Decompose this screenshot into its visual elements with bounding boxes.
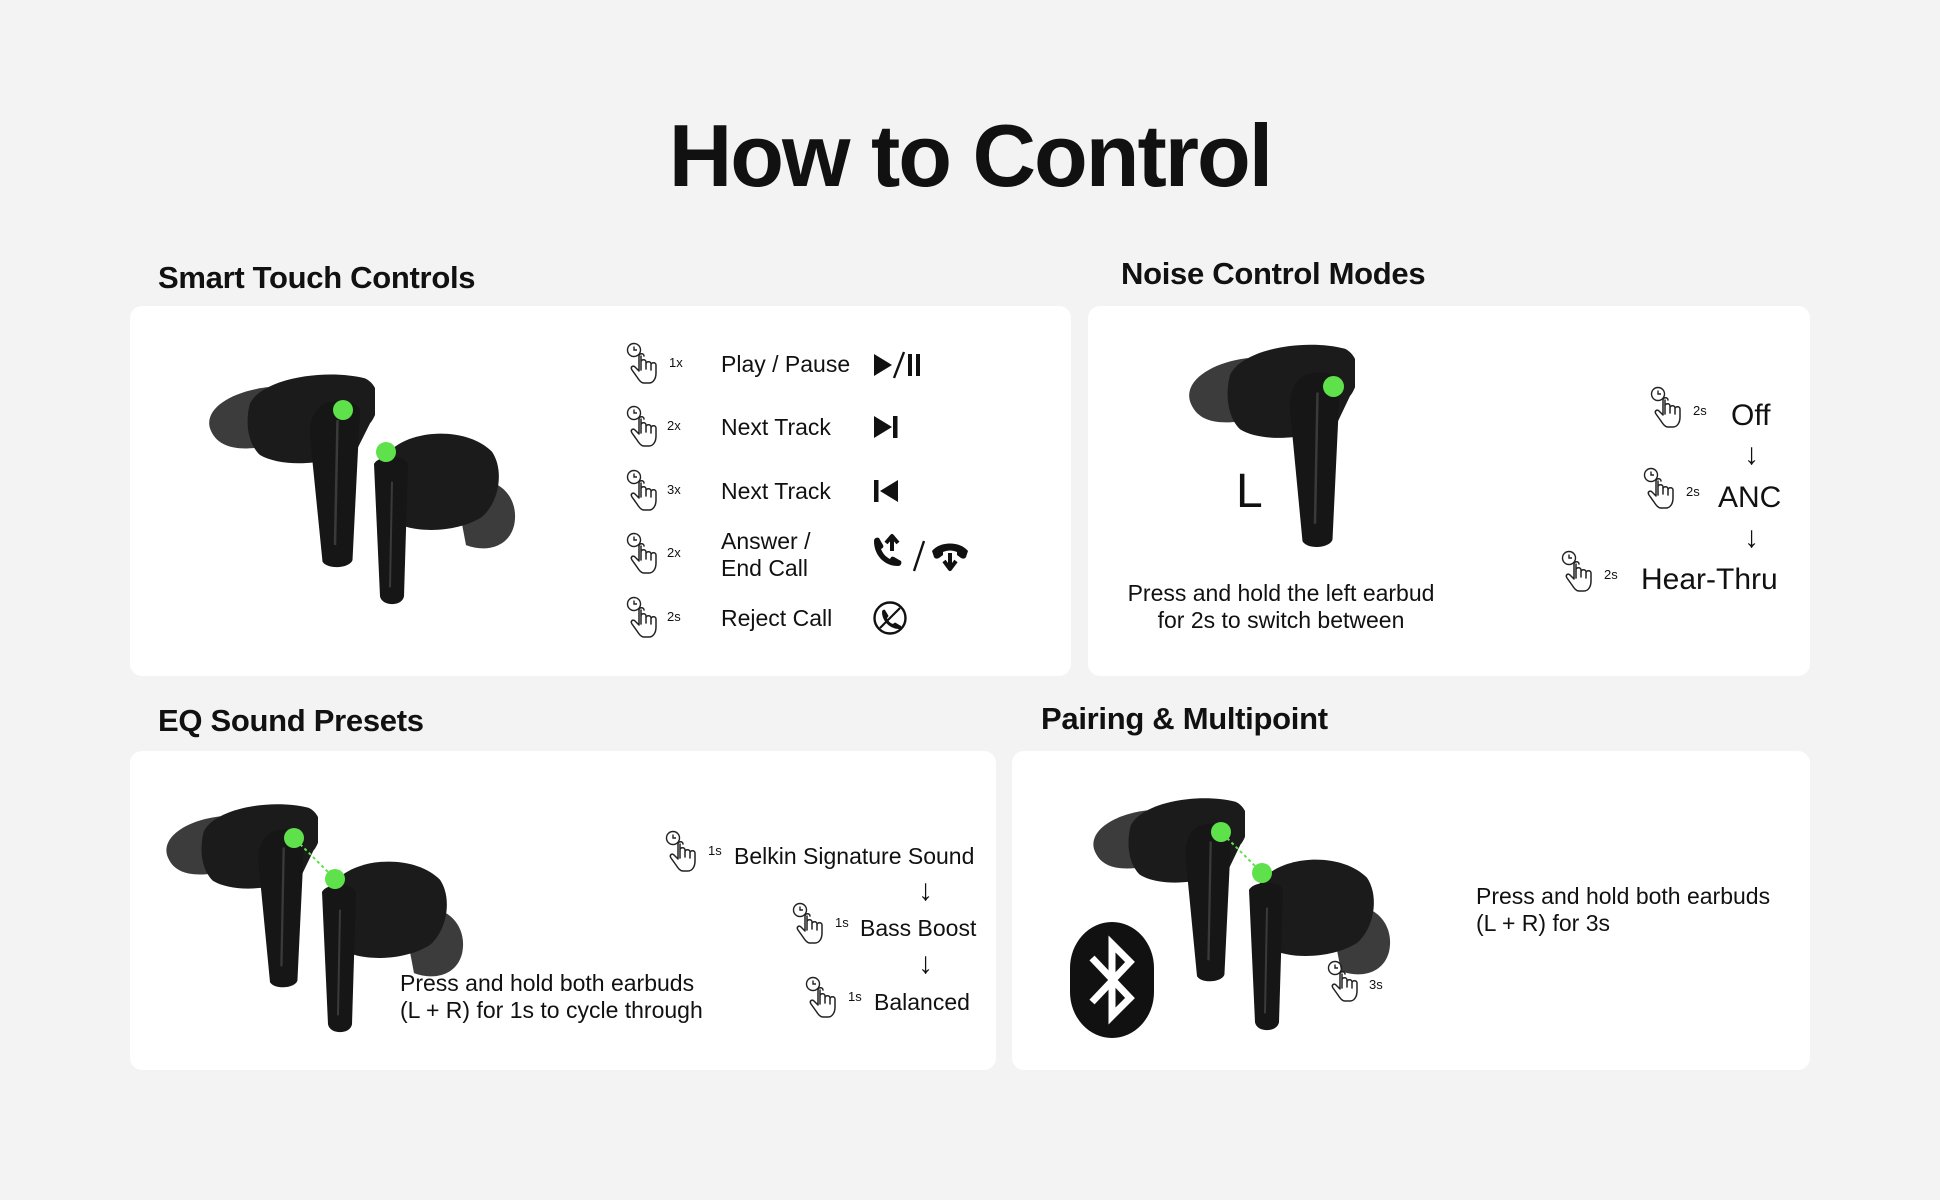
touch-point-left (1323, 376, 1344, 397)
hold-gesture-icon (1326, 960, 1386, 1004)
down-arrow-icon: ↓ (1744, 521, 1759, 554)
preset-balanced: Balanced (874, 989, 970, 1015)
mode-anc: ANC (1718, 481, 1782, 514)
down-arrow-icon: ↓ (1744, 438, 1759, 471)
mode-hear-thru: Hear-Thru (1641, 563, 1778, 596)
touch-point-right (376, 442, 396, 462)
control-label-reject-call: Reject Call (721, 605, 833, 631)
tap-gesture-icon (625, 596, 685, 640)
control-label-next-track: Next Track (721, 414, 831, 440)
answer-end-call-icon (870, 533, 974, 582)
left-earbud (1180, 340, 1355, 550)
pairing-instruction: Press and hold both earbuds (L + R) for 3s (1476, 883, 1771, 936)
gesture-label: 2s (1604, 567, 1618, 582)
eq-instruction: Press and hold both earbuds (L + R) for 1s to cycle through (400, 970, 703, 1023)
gesture-label: 2s (1686, 484, 1700, 499)
gesture-label: 2x (667, 545, 681, 560)
hold-gesture-icon (791, 902, 851, 946)
play-pause-icon (872, 350, 924, 385)
smart-touch-title: Smart Touch Controls (158, 260, 476, 295)
left-earbud (200, 370, 375, 570)
noise-instruction: Press and hold the left earbud for 2s to switch between (1127, 580, 1435, 633)
hold-gesture-icon (664, 830, 724, 874)
hold-gesture-icon (804, 976, 864, 1020)
tap-gesture-icon (625, 532, 685, 576)
hold-gesture-icon (1560, 550, 1620, 594)
link-dotted-line (1221, 832, 1263, 874)
touch-point-left (333, 400, 353, 420)
tap-gesture-icon (625, 342, 685, 386)
previous-track-icon (872, 477, 902, 510)
hold-gesture-icon (1642, 467, 1702, 511)
gesture-label: 1s (835, 915, 849, 930)
left-earbud-illustration (1180, 340, 1360, 550)
noise-control-title: Noise Control Modes (1121, 256, 1426, 291)
pairing-title: Pairing & Multipoint (1041, 701, 1328, 736)
control-label-previous-track: Next Track (721, 478, 831, 504)
earbuds-illustration (200, 370, 530, 610)
gesture-label: 3s (1369, 977, 1383, 992)
eq-presets-title: EQ Sound Presets (158, 703, 424, 738)
mode-off: Off (1731, 399, 1771, 432)
gesture-label: 1x (669, 355, 683, 370)
tap-gesture-icon (625, 469, 685, 513)
gesture-label: 2x (667, 418, 681, 433)
gesture-label: 2s (1693, 403, 1707, 418)
tap-gesture-icon (625, 405, 685, 449)
earbud-side-label: L (1236, 465, 1263, 518)
preset-bass-boost: Bass Boost (860, 915, 977, 941)
down-arrow-icon: ↓ (918, 874, 933, 907)
gesture-label: 3x (667, 482, 681, 497)
preset-belkin-signature: Belkin Signature Sound (734, 843, 975, 869)
down-arrow-icon: ↓ (918, 947, 933, 980)
hold-gesture-icon (1649, 386, 1709, 430)
gesture-label: 1s (708, 843, 722, 858)
page-title: How to Control (668, 106, 1272, 205)
gesture-label: 1s (848, 989, 862, 1004)
link-dotted-line (294, 838, 336, 880)
control-label-answer-end-call: Answer / End Call (721, 528, 811, 581)
gesture-label: 2s (667, 609, 681, 624)
reject-call-icon (872, 600, 908, 641)
control-label-play-pause: Play / Pause (721, 351, 851, 377)
next-track-icon (872, 413, 902, 446)
